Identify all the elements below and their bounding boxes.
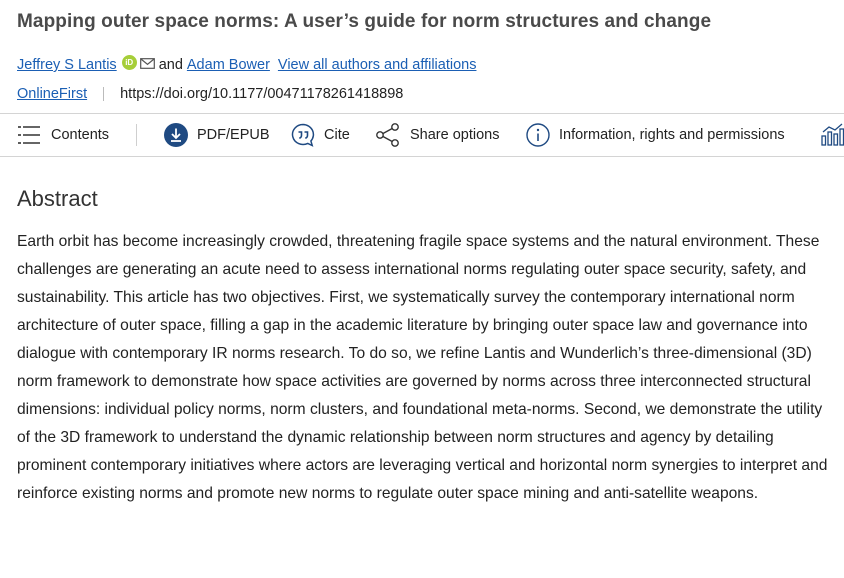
cite-button[interactable]	[291, 123, 350, 147]
share-nodes-icon	[375, 123, 401, 147]
list-menu-icon	[17, 125, 41, 145]
abstract-heading: Abstract	[17, 186, 98, 211]
quote-bubble-icon	[291, 123, 315, 147]
author-link-lantis[interactable]: Jeffrey S Lantis	[17, 57, 117, 73]
share-options-button[interactable]	[375, 123, 499, 147]
online-first-link[interactable]: OnlineFirst	[17, 86, 88, 102]
bar-chart-icon	[820, 123, 844, 147]
article-title: Mapping outer space norms: A user’s guide for norm structures and change	[17, 11, 712, 32]
information-rights-button[interactable]	[526, 123, 785, 147]
cite-label: Cite	[324, 127, 350, 143]
view-all-authors-link[interactable]: View all authors and affiliations	[277, 57, 477, 73]
article-toolbar	[0, 113, 844, 157]
publication-info	[17, 84, 403, 104]
orcid-icon[interactable]: iD	[122, 55, 137, 70]
author-link-bower[interactable]: Adam Bower	[186, 57, 270, 73]
share-options-label: Share options	[410, 127, 500, 143]
mail-icon[interactable]	[140, 58, 155, 69]
author-list	[17, 55, 476, 75]
toolbar-divider	[136, 124, 137, 146]
author-separator: and	[158, 57, 183, 73]
metrics-button[interactable]	[820, 123, 844, 147]
contents-button[interactable]	[17, 125, 109, 145]
pdf-epub-label: PDF/EPUB	[197, 127, 270, 143]
download-circle-icon	[164, 123, 188, 147]
abstract-text: Earth orbit has become increasingly crowded, threatening fragile space systems and the natural environment. These challenges are generating an acute need to assess international norms regulating outer space security, safety, and sustainability. This article has two objectives. First, we systematically survey the contemporary international norm architecture of outer space, filling a gap in the academic literature by bringing outer space law and governance into dialogue with contemporary IR norms research. To do so, we refine Lantis and Wunderlich’s three-dimensional (3D) norm framework to demonstrate how space activities are governed by norms across three interconnected structural dimensions: individual policy norms, norm clusters, and foundational meta-norms. Second, we demonstrate the utility of the 3D framework to understand the dynamic relationship between norm structures and agency by detailing prominent contemporary initiatives where actors are leveraging vertical and horizontal norm synergies to interpret and reinforce existing norms and promote new norms to regulate outer space mining and anti-satellite weapons.	[17, 233, 828, 502]
information-rights-label: Information, rights and permissions	[559, 127, 785, 143]
info-circle-icon	[526, 123, 550, 147]
divider	[103, 87, 104, 101]
doi-text[interactable]: https://doi.org/10.1177/00471178261418898	[120, 86, 404, 102]
contents-label: Contents	[51, 127, 110, 143]
pdf-epub-button[interactable]	[164, 123, 270, 147]
